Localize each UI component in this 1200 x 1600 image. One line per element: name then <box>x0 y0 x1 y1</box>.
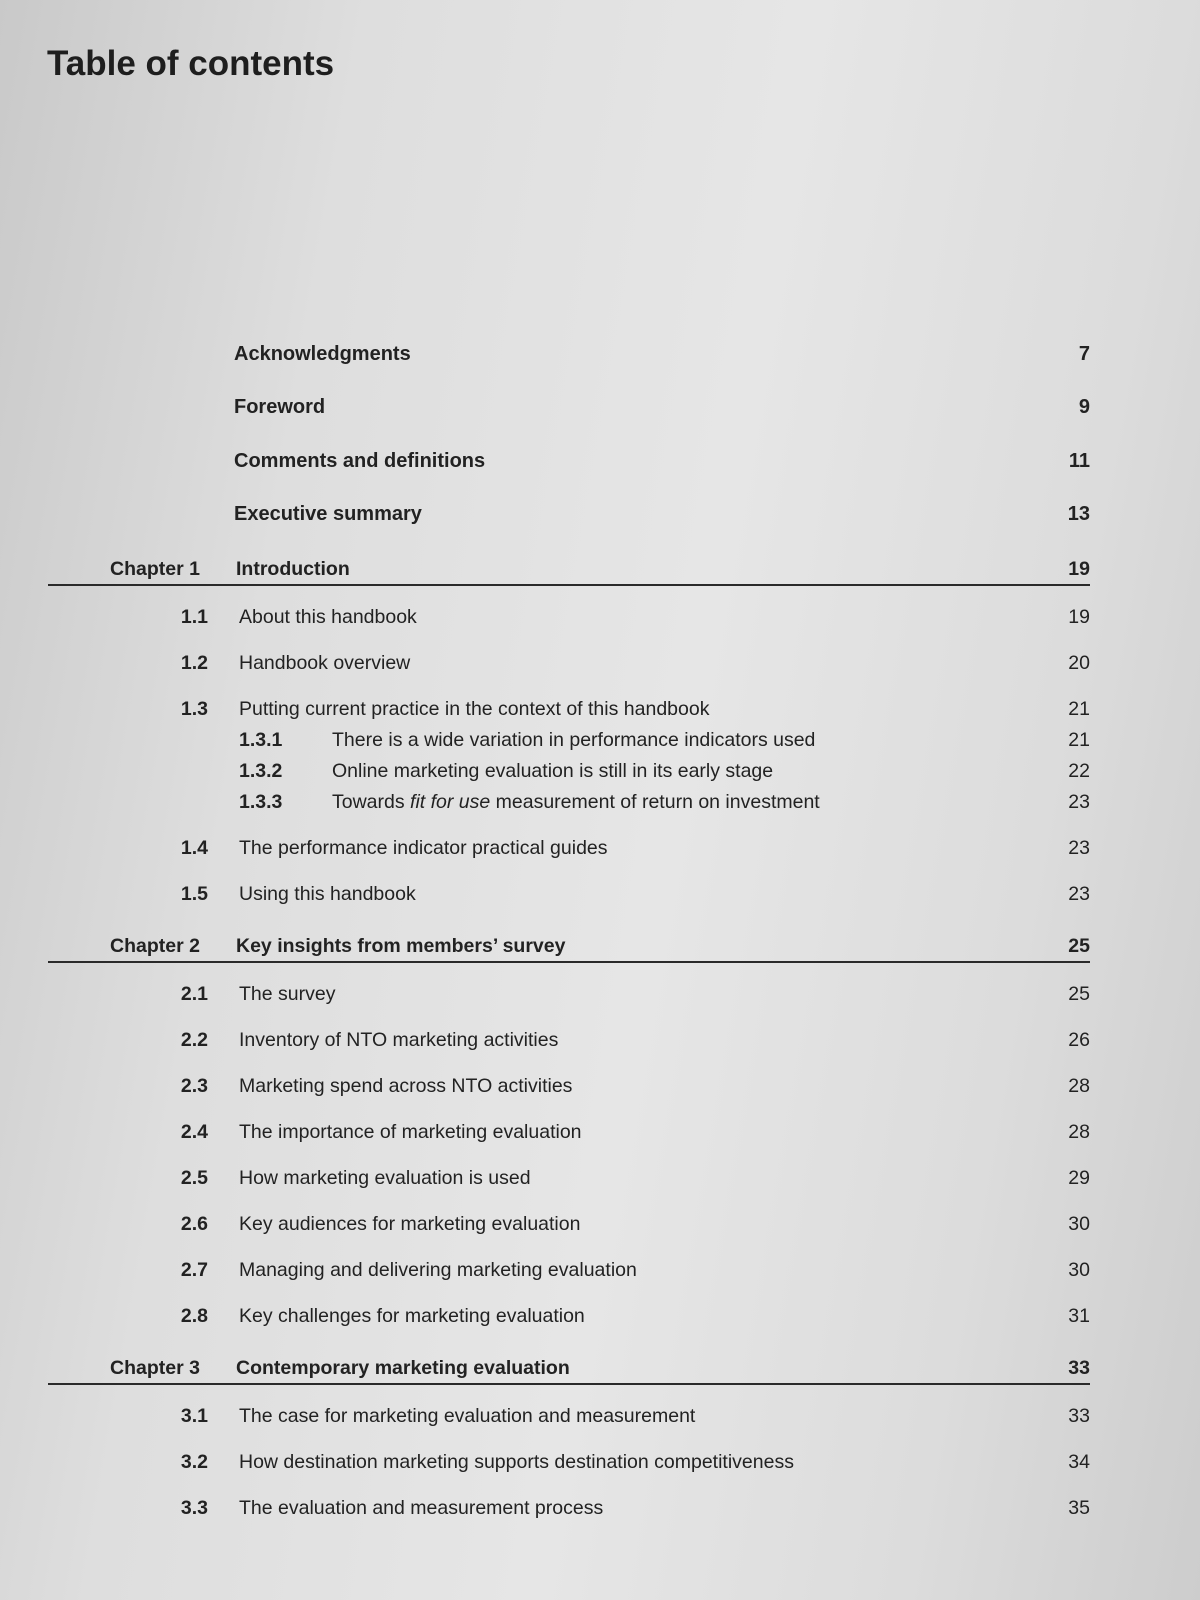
page-number: 26 <box>1068 1029 1090 1051</box>
section-1-1[interactable] <box>150 602 1090 632</box>
page-number: 23 <box>1068 791 1090 813</box>
subsection-1-3-1[interactable] <box>239 725 1090 755</box>
page-number: 22 <box>1068 760 1090 782</box>
page-number: 25 <box>1068 935 1090 957</box>
page-number: 9 <box>1078 396 1090 418</box>
section-number: 2.1 <box>180 983 208 1005</box>
section-title: Key audiences for marketing evaluation <box>239 1213 581 1235</box>
page-number: 21 <box>1068 698 1090 720</box>
subsection-number: 1.3.2 <box>239 760 283 782</box>
page-number: 28 <box>1068 1075 1090 1097</box>
page-number: 19 <box>1068 606 1090 628</box>
section-title: Key challenges for marketing evaluation <box>239 1305 585 1327</box>
page-number: 34 <box>1068 1451 1090 1473</box>
page-number: 13 <box>1067 503 1090 525</box>
chapter-2-heading[interactable] <box>48 931 1090 963</box>
section-number: 3.1 <box>180 1405 208 1427</box>
subsection-number: 1.3.3 <box>239 791 283 813</box>
section-number: 1.3 <box>180 698 208 720</box>
toc-entry-executive-summary[interactable] <box>234 499 1090 529</box>
section-number: 1.2 <box>180 652 208 674</box>
section-title: The evaluation and measurement process <box>239 1497 604 1519</box>
section-2-4[interactable] <box>150 1117 1090 1147</box>
section-number: 2.6 <box>180 1213 208 1235</box>
title-part: Towards <box>332 791 411 813</box>
section-number: 2.2 <box>180 1029 208 1051</box>
section-number: 1.1 <box>180 606 208 628</box>
subsection-1-3-3[interactable] <box>239 787 1090 817</box>
page-number: 35 <box>1068 1497 1090 1519</box>
section-1-3[interactable] <box>150 694 1090 724</box>
subsection-title <box>332 787 820 817</box>
section-3-2[interactable] <box>150 1447 1090 1477</box>
section-3-3[interactable] <box>150 1493 1090 1523</box>
section-2-5[interactable] <box>150 1163 1090 1193</box>
section-title: How marketing evaluation is used <box>239 1167 531 1189</box>
section-2-1[interactable] <box>150 979 1090 1009</box>
page-title: Table of contents <box>47 44 335 83</box>
page-number: 33 <box>1068 1357 1090 1379</box>
entry-title: Foreword <box>234 396 326 418</box>
chapter-label: Chapter 2 <box>110 935 200 957</box>
section-number: 1.4 <box>180 837 208 859</box>
section-number: 2.7 <box>180 1259 208 1281</box>
section-1-5[interactable] <box>150 879 1090 909</box>
chapter-title: Key insights from members’ survey <box>236 935 566 957</box>
section-title: Inventory of NTO marketing activities <box>239 1029 559 1051</box>
entry-title: Comments and definitions <box>234 450 486 472</box>
section-title: Marketing spend across NTO activities <box>239 1075 573 1097</box>
chapter-title: Introduction <box>236 558 350 580</box>
page-number: 25 <box>1068 983 1090 1005</box>
page-number: 11 <box>1068 450 1090 472</box>
section-1-2[interactable] <box>150 648 1090 678</box>
section-2-2[interactable] <box>150 1025 1090 1055</box>
toc-entry-foreword[interactable] <box>234 392 1090 422</box>
toc-entry-comments-and-definitions[interactable] <box>234 446 1090 476</box>
subsection-title: There is a wide variation in performance indicators used <box>332 729 816 751</box>
page-number: 30 <box>1068 1213 1090 1235</box>
section-number: 3.3 <box>180 1497 208 1519</box>
page-number: 20 <box>1068 652 1090 674</box>
chapter-1-heading[interactable] <box>48 554 1090 586</box>
subsection-title: Online marketing evaluation is still in its early stage <box>332 760 774 782</box>
title-part: measurement of return on investment <box>490 791 820 813</box>
section-title: The performance indicator practical guides <box>239 837 608 859</box>
section-number: 3.2 <box>180 1451 208 1473</box>
section-title: Managing and delivering marketing evaluation <box>239 1259 637 1281</box>
chapter-label: Chapter 1 <box>110 558 200 580</box>
section-number: 2.4 <box>180 1121 208 1143</box>
page-number: 33 <box>1068 1405 1090 1427</box>
page-number: 21 <box>1068 729 1090 751</box>
chapter-3-heading[interactable] <box>48 1353 1090 1385</box>
section-number: 2.3 <box>180 1075 208 1097</box>
section-title: How destination marketing supports destination competitiveness <box>239 1451 794 1473</box>
section-number: 1.5 <box>180 883 208 905</box>
toc-entry-acknowledgments[interactable] <box>234 339 1090 369</box>
page-number: 31 <box>1068 1305 1090 1327</box>
page-number: 23 <box>1068 883 1090 905</box>
page-number: 28 <box>1068 1121 1090 1143</box>
section-title: The importance of marketing evaluation <box>239 1121 582 1143</box>
page-number: 7 <box>1078 343 1090 365</box>
section-title: Using this handbook <box>239 883 416 905</box>
entry-title: Executive summary <box>234 503 422 525</box>
page-number: 19 <box>1068 558 1090 580</box>
chapter-title: Contemporary marketing evaluation <box>236 1357 570 1379</box>
section-2-8[interactable] <box>150 1301 1090 1331</box>
section-1-4[interactable] <box>150 833 1090 863</box>
page-number: 23 <box>1068 837 1090 859</box>
section-2-6[interactable] <box>150 1209 1090 1239</box>
section-title: Putting current practice in the context of this handbook <box>239 698 710 720</box>
section-title: The survey <box>239 983 336 1005</box>
title-italic-part: fit for use <box>410 791 491 813</box>
section-title: About this handbook <box>239 606 417 628</box>
section-2-3[interactable] <box>150 1071 1090 1101</box>
chapter-label: Chapter 3 <box>110 1357 200 1379</box>
page-number: 29 <box>1068 1167 1090 1189</box>
subsection-number: 1.3.1 <box>239 729 283 751</box>
subsection-1-3-2[interactable] <box>239 756 1090 786</box>
page-number: 30 <box>1068 1259 1090 1281</box>
section-3-1[interactable] <box>150 1401 1090 1431</box>
section-title: Handbook overview <box>239 652 411 674</box>
entry-title: Acknowledgments <box>234 343 411 365</box>
section-title: The case for marketing evaluation and measurement <box>239 1405 696 1427</box>
section-2-7[interactable] <box>150 1255 1090 1285</box>
section-number: 2.5 <box>180 1167 208 1189</box>
section-number: 2.8 <box>180 1305 208 1327</box>
